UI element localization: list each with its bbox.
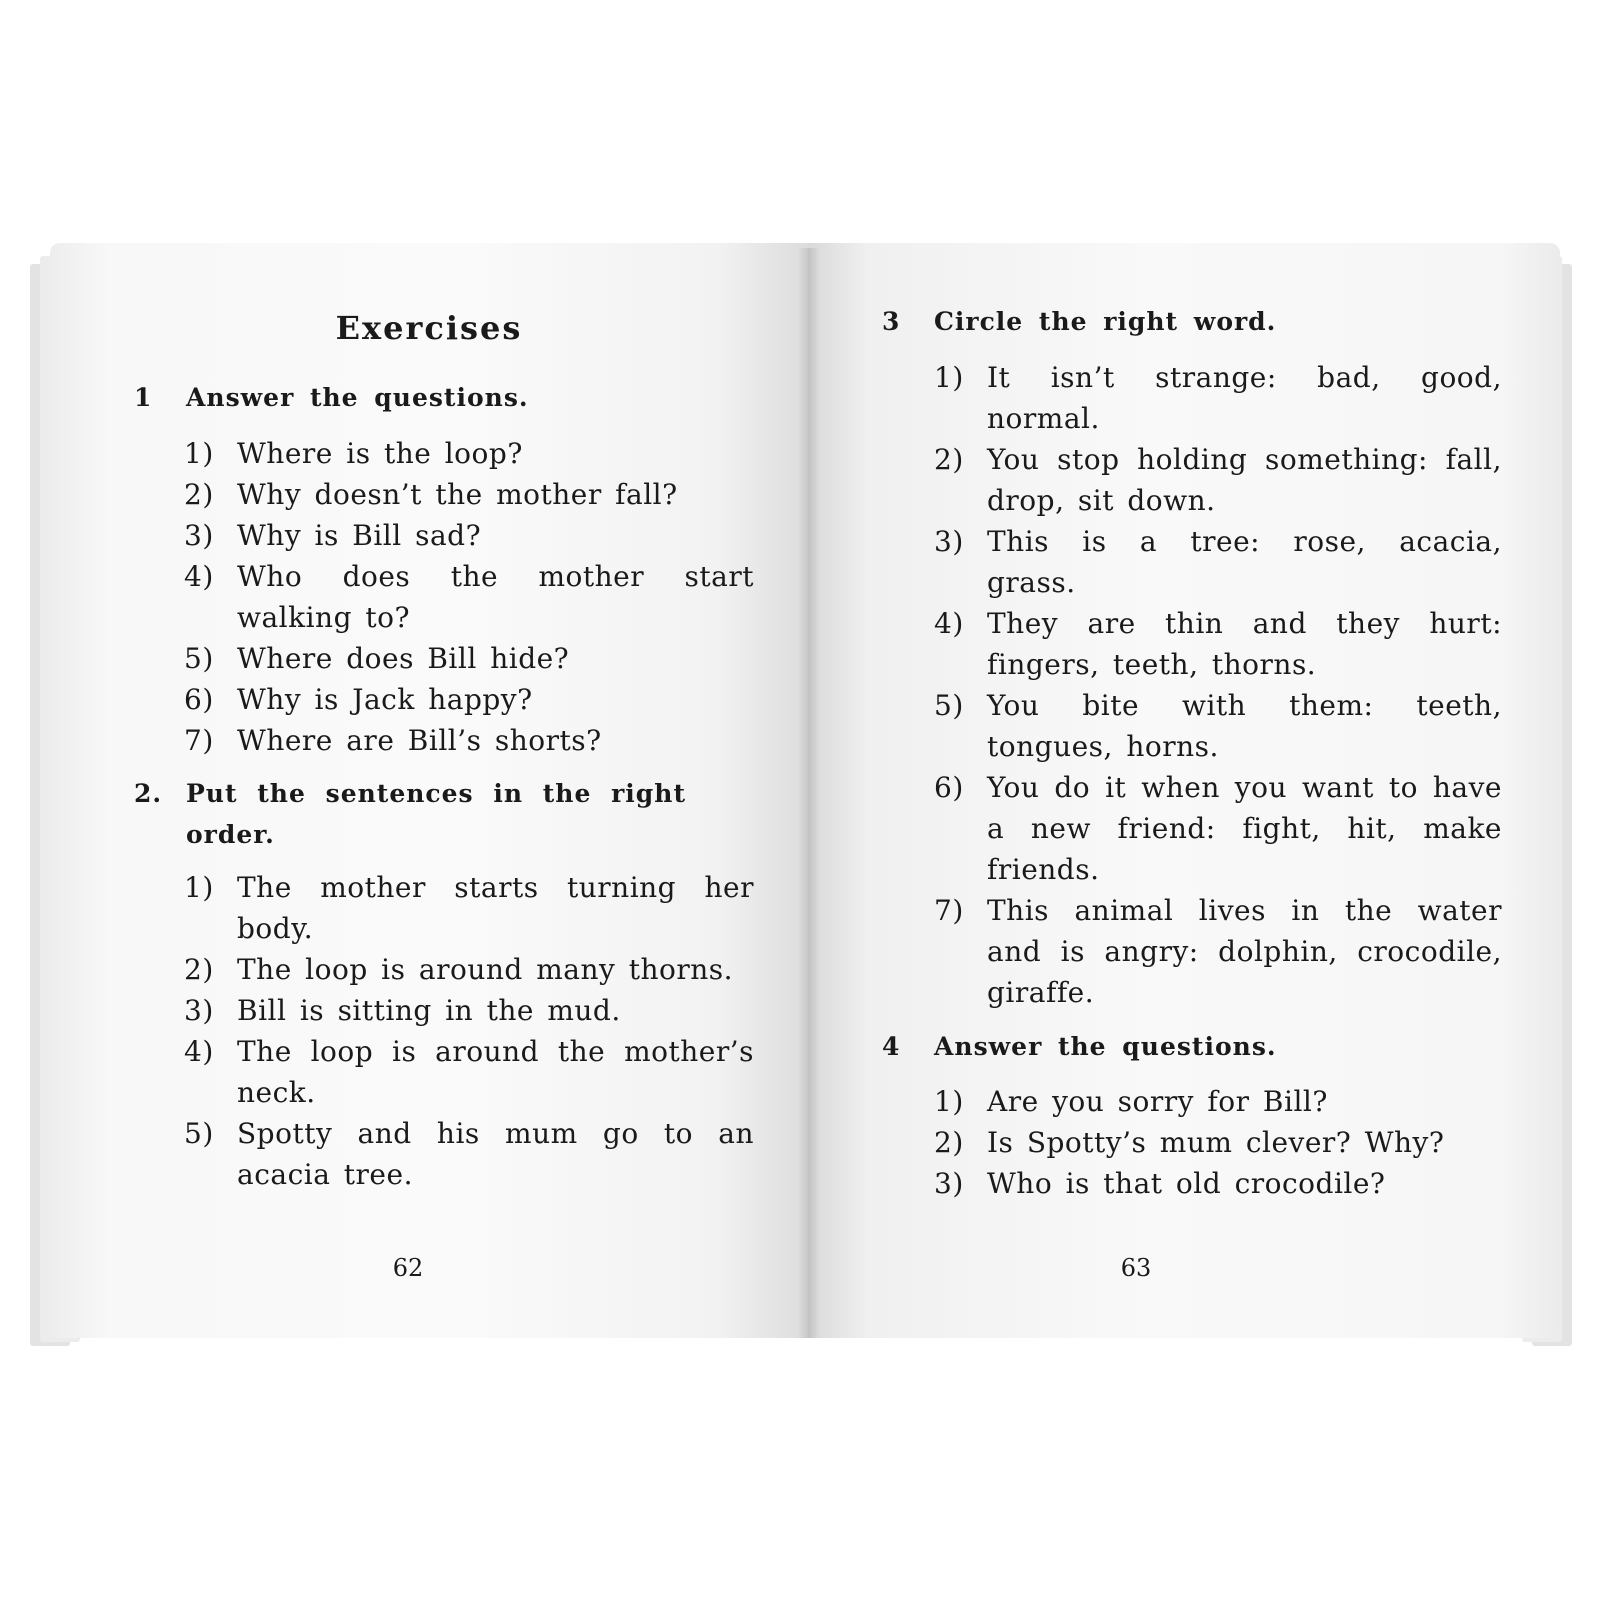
exercise-instruction: Answer the questions. xyxy=(186,383,529,412)
exercise-item xyxy=(184,949,754,990)
item-text: Who does the mother start walking to? xyxy=(237,560,754,634)
page-number: 62 xyxy=(392,1254,424,1282)
item-text: They are thin and they hurt: fingers, teeth, thorns. xyxy=(987,607,1502,681)
exercise-item xyxy=(184,720,754,761)
item-number: 6) xyxy=(934,771,964,804)
item-text: This is a tree: rose, acacia, grass. xyxy=(987,525,1502,599)
item-number: 3) xyxy=(934,525,964,558)
exercise-instruction: Put the sentences in the right order. xyxy=(186,779,686,849)
item-number: 4) xyxy=(934,607,964,640)
exercise-number: 4 xyxy=(882,1032,901,1061)
item-number: 4) xyxy=(184,1035,214,1068)
item-number: 7) xyxy=(934,894,964,927)
item-number: 2) xyxy=(184,953,214,986)
exercise-item xyxy=(934,685,1502,767)
item-number: 5) xyxy=(184,642,214,675)
exercise-instruction: Answer the questions. xyxy=(934,1032,1277,1061)
item-text: Who is that old crocodile? xyxy=(987,1167,1386,1200)
exercise-number: 2. xyxy=(134,779,163,808)
exercise-item xyxy=(184,679,754,720)
exercise-item xyxy=(184,990,754,1031)
item-text: You bite with them: teeth, tongues, horns. xyxy=(987,689,1502,763)
item-number: 5) xyxy=(184,1117,214,1150)
exercise-item xyxy=(934,1122,1502,1163)
item-number: 3) xyxy=(184,994,214,1027)
exercise-item xyxy=(934,1163,1502,1204)
item-text: The loop is around the mother’s neck. xyxy=(237,1035,754,1109)
exercise-instruction: Circle the right word. xyxy=(934,307,1277,336)
book-spine-shadow xyxy=(798,248,820,1338)
item-number: 6) xyxy=(184,683,214,716)
item-number: 3) xyxy=(184,519,214,552)
exercise-item xyxy=(184,1031,754,1113)
exercise-item xyxy=(184,1113,754,1195)
exercise-item xyxy=(934,439,1502,521)
item-number: 2) xyxy=(934,1126,964,1159)
item-text: Spotty and his mum go to an acacia tree. xyxy=(237,1117,754,1191)
exercise-item xyxy=(184,867,754,949)
item-number: 1) xyxy=(934,1085,964,1118)
exercise-item xyxy=(934,767,1502,890)
page-title: Exercises xyxy=(335,309,523,347)
page-number: 63 xyxy=(1120,1254,1152,1282)
item-text: You do it when you want to have a new friend: fight, hit, make friends. xyxy=(987,771,1502,886)
item-number: 7) xyxy=(184,724,214,757)
item-text: Why is Bill sad? xyxy=(237,519,482,552)
item-number: 1) xyxy=(184,871,214,904)
exercise-2-list xyxy=(184,867,754,1195)
item-text: Where are Bill’s shorts? xyxy=(237,724,602,757)
exercise-number: 1 xyxy=(134,383,153,412)
exercise-number: 3 xyxy=(882,307,901,336)
exercise-item xyxy=(184,556,754,638)
item-text: You stop holding something: fall, drop, sit down. xyxy=(987,443,1502,517)
item-number: 3) xyxy=(934,1167,964,1200)
exercise-item xyxy=(184,515,754,556)
item-text: Bill is sitting in the mud. xyxy=(237,994,621,1027)
exercise-item xyxy=(934,521,1502,603)
exercise-item xyxy=(934,890,1502,1013)
item-text: The loop is around many thorns. xyxy=(237,953,734,986)
exercise-item xyxy=(934,357,1502,439)
item-text: This animal lives in the water and is angry: dolphin, crocodile, giraffe. xyxy=(987,894,1502,1009)
exercise-1-list xyxy=(184,433,754,761)
exercise-item xyxy=(184,638,754,679)
exercise-item xyxy=(934,1081,1502,1122)
item-number: 2) xyxy=(934,443,964,476)
item-text: Where does Bill hide? xyxy=(237,642,570,675)
item-number: 5) xyxy=(934,689,964,722)
left-page xyxy=(50,243,808,1338)
item-number: 1) xyxy=(184,437,214,470)
exercise-3-list xyxy=(934,357,1502,1013)
exercise-item xyxy=(184,433,754,474)
item-number: 4) xyxy=(184,560,214,593)
item-number: 1) xyxy=(934,361,964,394)
item-text: It isn’t strange: bad, good, normal. xyxy=(987,361,1502,435)
item-text: Are you sorry for Bill? xyxy=(987,1085,1328,1118)
item-number: 2) xyxy=(184,478,214,511)
item-text: Is Spotty’s mum clever? Why? xyxy=(987,1126,1445,1159)
exercise-item xyxy=(184,474,754,515)
item-text: Why is Jack happy? xyxy=(237,683,533,716)
exercise-4-list xyxy=(934,1081,1502,1204)
item-text: The mother starts turning her body. xyxy=(237,871,754,945)
exercise-item xyxy=(934,603,1502,685)
item-text: Why doesn’t the mother fall? xyxy=(237,478,678,511)
item-text: Where is the loop? xyxy=(237,437,523,470)
right-page xyxy=(808,243,1560,1338)
